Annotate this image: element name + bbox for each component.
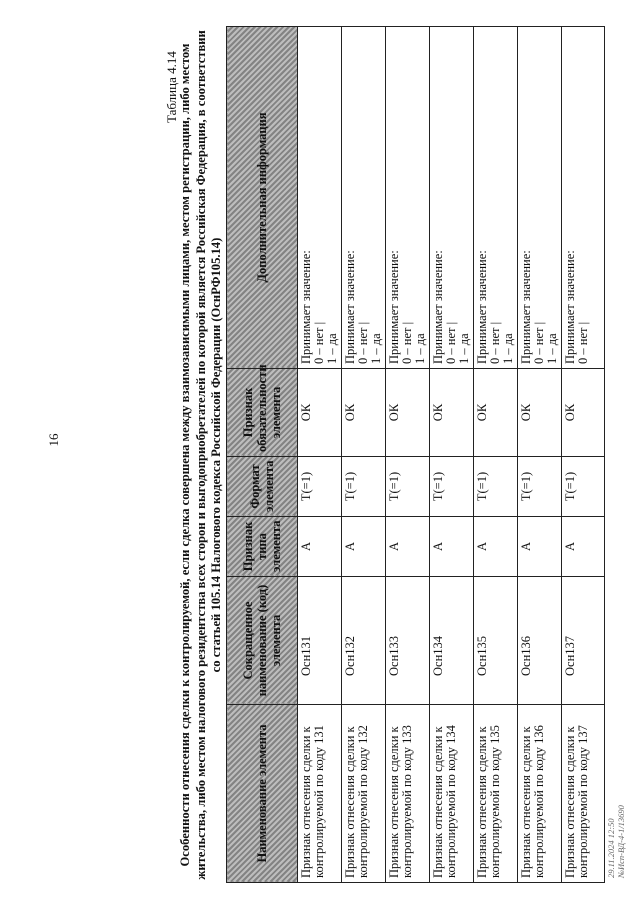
table-row <box>562 27 605 883</box>
info-value: 0 – нет | <box>400 321 414 364</box>
element-format-cell: T(=1) <box>562 457 605 517</box>
element-name-cell: Признак отнесения сделки к контролируемой по коду 135 <box>474 705 518 883</box>
element-required-cell: ОК <box>342 369 386 457</box>
element-name-cell: Признак отнесения сделки к контролируемой по коду 137 <box>562 705 605 883</box>
table-row <box>474 27 518 883</box>
element-code-cell: Осн134 <box>430 577 474 705</box>
element-required-cell: ОК <box>518 369 562 457</box>
info-value: 1 – да <box>501 333 515 364</box>
element-code-cell: Осн136 <box>518 577 562 705</box>
element-format-cell: T(=1) <box>342 457 386 517</box>
element-required-cell: ОК <box>562 369 605 457</box>
column-header: Формат элемента <box>227 457 298 517</box>
signature-id: №Исп-ВД-4-1/13690 <box>616 805 626 878</box>
table-label: Таблица 4.14 <box>164 51 179 123</box>
element-type-cell: А <box>298 517 342 577</box>
element-type-cell: А <box>386 517 430 577</box>
element-required-cell: ОК <box>474 369 518 457</box>
element-name-cell: Признак отнесения сделки к контролируемой по коду 134 <box>430 705 474 883</box>
element-code-cell: Осн132 <box>342 577 386 705</box>
table-row <box>298 27 342 883</box>
info-title: Принимает значение: <box>343 250 357 364</box>
element-name-cell: Признак отнесения сделки к контролируемой по коду 133 <box>386 705 430 883</box>
table-header-row <box>227 27 298 883</box>
info-value: 0 – нет | <box>312 321 326 364</box>
info-value: 1 – да <box>413 333 427 364</box>
element-type-cell: А <box>342 517 386 577</box>
column-header: Признак типа элемента <box>227 517 298 577</box>
signature-stamp <box>606 805 626 878</box>
additional-info-cell <box>298 27 342 369</box>
element-format-cell: T(=1) <box>386 457 430 517</box>
info-value: 0 – нет | <box>488 321 502 364</box>
element-name-cell: Признак отнесения сделки к контролируемой по коду 132 <box>342 705 386 883</box>
element-format-cell: T(=1) <box>430 457 474 517</box>
info-value: 1 – да <box>457 333 471 364</box>
element-format-cell: T(=1) <box>518 457 562 517</box>
additional-info-cell <box>386 27 430 369</box>
additional-info-cell <box>430 27 474 369</box>
table-body <box>298 27 605 883</box>
additional-info-cell <box>474 27 518 369</box>
element-code-cell: Осн133 <box>386 577 430 705</box>
element-type-cell: А <box>562 517 605 577</box>
column-header: Сокращенное наименование (код) элемента <box>227 577 298 705</box>
element-type-cell: А <box>474 517 518 577</box>
element-required-cell: ОК <box>386 369 430 457</box>
element-name-cell: Признак отнесения сделки к контролируемой по коду 136 <box>518 705 562 883</box>
info-value: 0 – нет | <box>576 321 590 364</box>
element-required-cell: ОК <box>430 369 474 457</box>
table-row <box>518 27 562 883</box>
additional-info-cell <box>342 27 386 369</box>
info-value: 1 – да <box>325 333 339 364</box>
info-title: Принимает значение: <box>431 250 445 364</box>
column-header: Признак обязательности элемента <box>227 369 298 457</box>
additional-info-cell <box>518 27 562 369</box>
column-header: Наименование элемента <box>227 705 298 883</box>
elements-table <box>226 26 605 883</box>
table-title: Особенности отнесения сделки к контролируемой, если сделка совершена между взаимозависимыми лицами, местом регистрации, либо местом жительства, либо местом налогового резидентства всех сторон и выгодоприобретателей по которой является Российская Федерация, в соответствии со статьей 105.14 Налогового кодекса Российской Федерации (ОснРФ105.14) <box>178 30 223 880</box>
info-value: 1 – да <box>545 333 559 364</box>
page-number: 16 <box>46 433 61 447</box>
element-required-cell: ОК <box>298 369 342 457</box>
table-row <box>342 27 386 883</box>
info-title: Принимает значение: <box>299 250 313 364</box>
element-type-cell: А <box>518 517 562 577</box>
info-value: 0 – нет | <box>356 321 370 364</box>
table-row <box>430 27 474 883</box>
info-value: 1 – да <box>369 333 383 364</box>
info-value: 0 – нет | <box>532 321 546 364</box>
signature-date: 29.11.2024 12:50 <box>606 818 616 878</box>
table-row <box>386 27 430 883</box>
info-value: 0 – нет | <box>444 321 458 364</box>
element-code-cell: Осн137 <box>562 577 605 705</box>
element-format-cell: T(=1) <box>474 457 518 517</box>
column-header: Дополнительная информация <box>227 27 298 369</box>
element-name-cell: Признак отнесения сделки к контролируемой по коду 131 <box>298 705 342 883</box>
element-format-cell: T(=1) <box>298 457 342 517</box>
element-code-cell: Осн135 <box>474 577 518 705</box>
info-title: Принимает значение: <box>519 250 533 364</box>
element-type-cell: А <box>430 517 474 577</box>
info-title: Принимает значение: <box>387 250 401 364</box>
info-title: Принимает значение: <box>475 250 489 364</box>
info-title: Принимает значение: <box>563 250 577 364</box>
element-code-cell: Осн131 <box>298 577 342 705</box>
additional-info-cell <box>562 27 605 369</box>
